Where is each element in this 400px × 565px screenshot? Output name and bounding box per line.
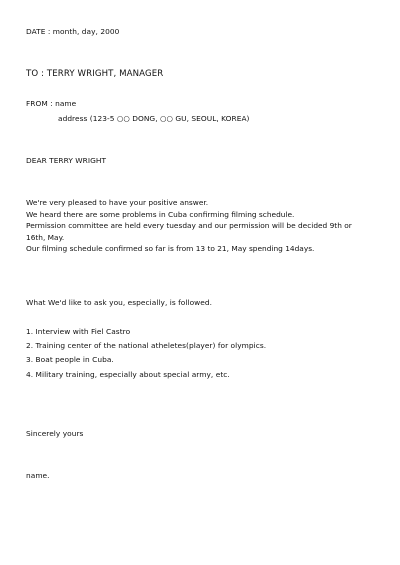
request-item: 4. Military training, especially about special army, etc. bbox=[26, 370, 230, 379]
request-item: 3. Boat people in Cuba. bbox=[26, 355, 114, 364]
signature: name. bbox=[26, 471, 50, 480]
sender-line: FROM : name bbox=[26, 99, 77, 108]
closing: Sincerely yours bbox=[26, 429, 84, 438]
request-item: 1. Interview with Fiel Castro bbox=[26, 327, 131, 336]
date-line: DATE : month, day, 2000 bbox=[26, 27, 120, 36]
request-intro: What We'd like to ask you, especially, is followed. bbox=[26, 298, 212, 307]
sender-address: address (123-5 ○○ DONG, ○○ GU, SEOUL, KOREA) bbox=[58, 114, 250, 123]
recipient-line: TO : TERRY WRIGHT, MANAGER bbox=[26, 69, 164, 79]
body-sentence: We heard there are some problems in Cuba confirming filming schedule. bbox=[26, 209, 295, 219]
body-sentence: Permission committee are held every tuesday and our permission will be decided 9th or 16th, May. bbox=[26, 221, 352, 242]
body-sentence: Our filming schedule confirmed so far is from 13 to 21, May spending 14days. bbox=[26, 244, 315, 253]
letter-body-paragraph bbox=[26, 197, 378, 255]
body-sentence: We're very pleased to have your positive answer. bbox=[26, 198, 209, 207]
salutation: DEAR TERRY WRIGHT bbox=[26, 156, 107, 165]
request-item: 2. Training center of the national atheletes(player) for olympics. bbox=[26, 341, 267, 350]
